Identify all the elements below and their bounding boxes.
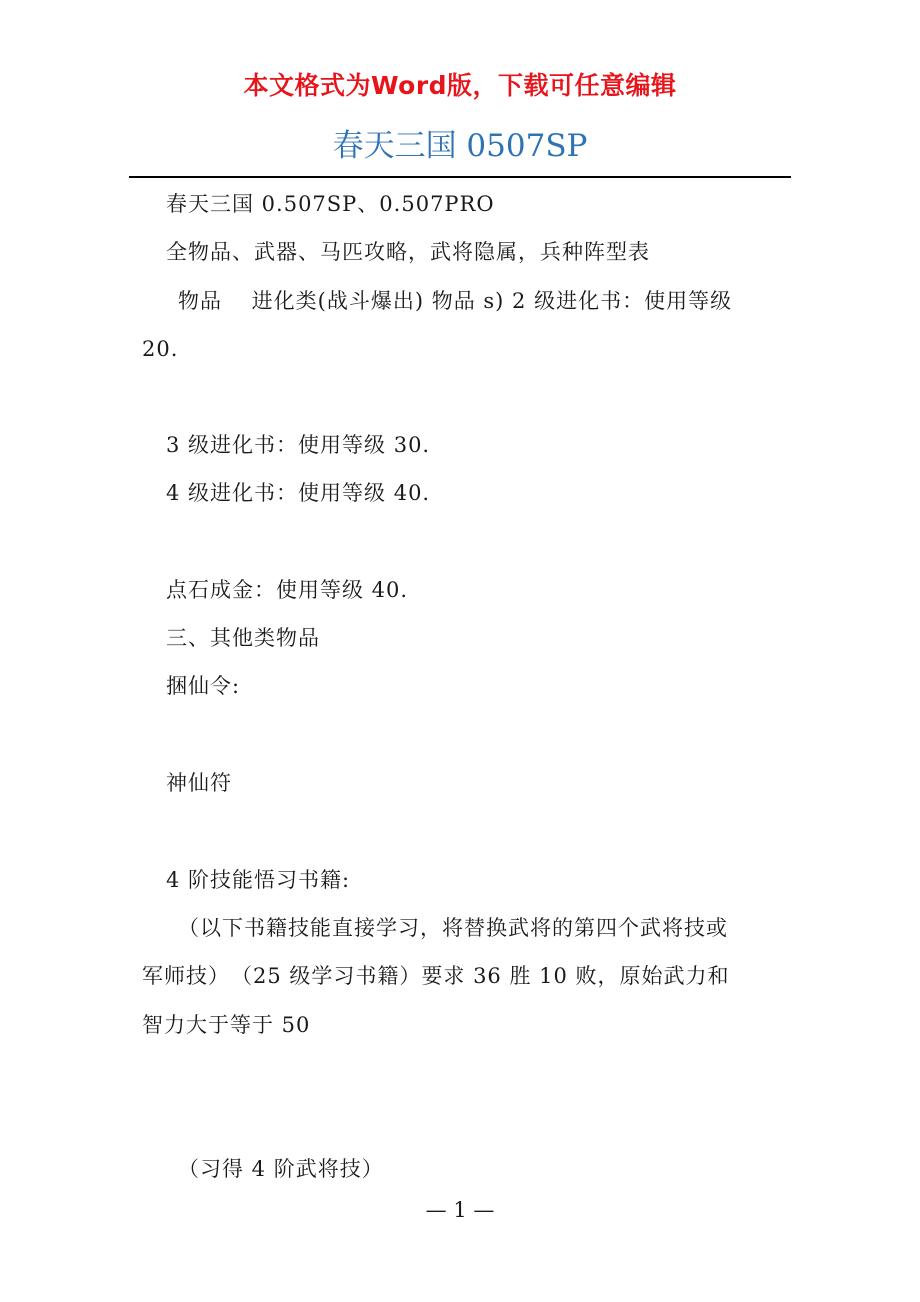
title-divider xyxy=(129,176,791,178)
format-notice-banner: 本文格式为Word版，下载可任意编辑 xyxy=(243,71,677,100)
paragraph-line: 20. xyxy=(142,337,179,361)
paragraph-line: （以下书籍技能直接学习，将替换武将的第四个武将技或 xyxy=(178,916,728,940)
paragraph-line: 4 级进化书：使用等级 40. xyxy=(166,481,431,505)
page-number: — 1 — xyxy=(425,1198,495,1222)
paragraph-line: 捆仙令: xyxy=(166,674,241,698)
paragraph-line: 点石成金：使用等级 40. xyxy=(166,578,409,602)
paragraph-line: 神仙符 xyxy=(166,771,232,795)
paragraph-line: 全物品、武器、马匹攻略，武将隐属，兵种阵型表 xyxy=(166,240,650,264)
paragraph-line: 3 级进化书：使用等级 30. xyxy=(166,433,431,457)
paragraph-line: 春天三国 0.507SP、0.507PRO xyxy=(166,192,495,216)
paragraph-line: （习得 4 阶武将技） xyxy=(178,1157,384,1181)
paragraph-line: 物品 进化类(战斗爆出) 物品 s) 2 级进化书：使用等级 xyxy=(178,289,733,313)
paragraph-line: 智力大于等于 50 xyxy=(142,1013,311,1037)
paragraph-line: 军师技） （25 级学习书籍）要求 36 胜 10 败，原始武力和 xyxy=(142,964,730,988)
document-title: 春天三国 0507SP xyxy=(332,128,588,164)
paragraph-line: 4 阶技能悟习书籍: xyxy=(166,868,351,892)
section-heading: 三、其他类物品 xyxy=(166,626,320,650)
